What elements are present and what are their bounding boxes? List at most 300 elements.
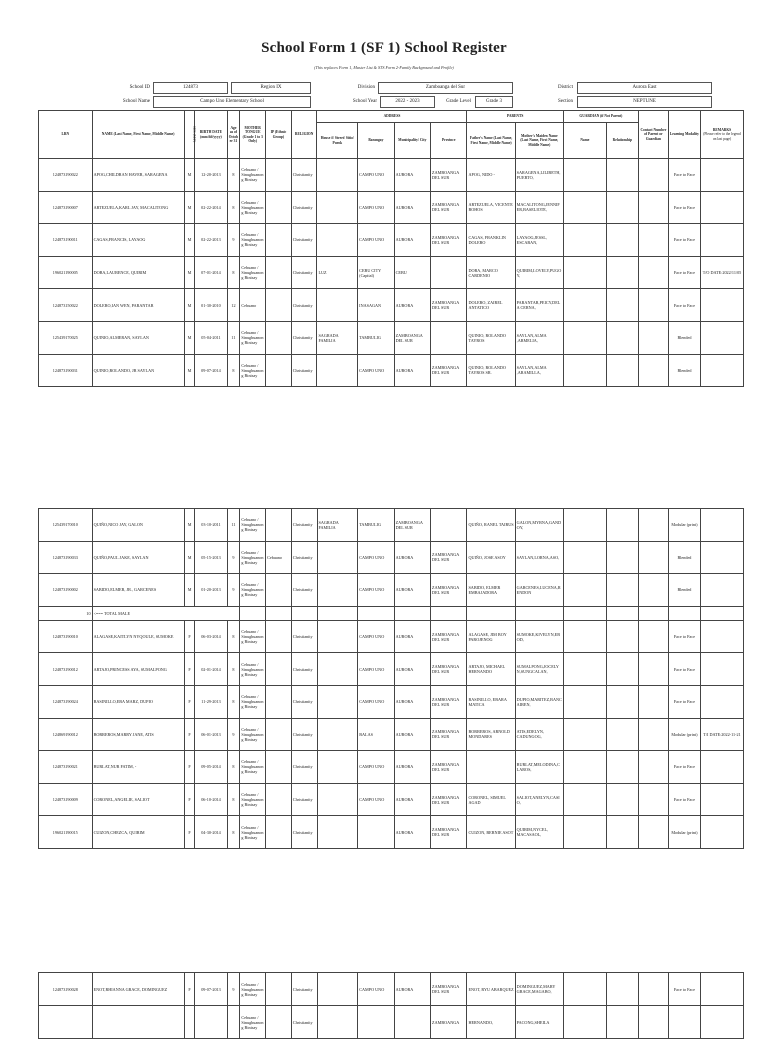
grade-level-value: Grade 3 xyxy=(475,96,513,108)
cell-sex: F xyxy=(184,751,195,784)
cell-learning-modality: Face to Face xyxy=(668,256,700,289)
table-row xyxy=(39,816,744,849)
cell-father-name: HERNANDO, xyxy=(467,1006,515,1039)
cell-religion: Christianity xyxy=(291,973,317,1006)
col-religion: RELIGION xyxy=(291,111,317,159)
cell-mother-name: QUIRIM,LOVELY,PUGOY, xyxy=(515,256,563,289)
cell-municipality: AURORA xyxy=(394,973,430,1006)
cell-learning-modality: Face to Face xyxy=(668,685,700,718)
cell-contact xyxy=(638,685,668,718)
cell-sex: M xyxy=(184,574,195,607)
empty-cell xyxy=(668,606,700,620)
cell-guardian-relationship xyxy=(606,541,638,574)
cell-learning-modality: Face to Face xyxy=(668,191,700,224)
col-barangay: Barangay xyxy=(358,123,394,159)
cell-house xyxy=(317,816,358,849)
empty-cell xyxy=(431,606,467,620)
cell-remarks xyxy=(701,751,744,784)
cell-father-name xyxy=(467,751,515,784)
cell-municipality: ZAMBOANGA DEL SUR xyxy=(394,509,430,542)
empty-cell xyxy=(291,606,317,620)
cell-ip xyxy=(266,783,292,816)
cell-contact xyxy=(638,1006,668,1039)
cell-municipality: AURORA xyxy=(394,751,430,784)
cell-religion: Christianity xyxy=(291,816,317,849)
cell-birth-date: 12-20-2013 xyxy=(195,159,227,192)
cell-learning-modality: Blended xyxy=(668,541,700,574)
cell-remarks xyxy=(701,321,744,354)
cell-mother-tongue: Cebuano / Sinugbuanong Binisay xyxy=(240,256,266,289)
cell-mother-tongue: Cebuano / Sinugbuanong Binisay xyxy=(240,509,266,542)
cell-age: 8 xyxy=(227,191,240,224)
cell-birth-date: 06-10-2014 xyxy=(195,783,227,816)
cell-learning-modality: Face to Face xyxy=(668,620,700,653)
cell-learning-modality: Modular (print) xyxy=(668,718,700,751)
cell-house xyxy=(317,751,358,784)
cell-learner-name xyxy=(92,1006,184,1039)
cell-barangay: TAMBULIG xyxy=(358,509,394,542)
cell-guardian-name xyxy=(563,718,606,751)
cell-guardian-relationship xyxy=(606,509,638,542)
cell-learning-modality: Face to Face xyxy=(668,289,700,322)
cell-house xyxy=(317,354,358,387)
col-guardian: GUARDIAN (if Not Parent) xyxy=(563,111,638,123)
cell-municipality: AURORA xyxy=(394,653,430,686)
cell-remarks xyxy=(701,973,744,1006)
cell-mother-name: MACALITONG,JENNIFER,BASELIOTE, xyxy=(515,191,563,224)
cell-sex: M xyxy=(184,159,195,192)
cell-mother-tongue: Cebuano / Sinugbuanong Binisay xyxy=(240,224,266,257)
cell-house xyxy=(317,191,358,224)
cell-guardian-relationship xyxy=(606,224,638,257)
cell-learning-modality: Modular (print) xyxy=(668,509,700,542)
cell-province: ZAMBOANGA DEL SUR xyxy=(431,541,467,574)
cell-ip xyxy=(266,224,292,257)
cell-father-name: QUIÑO, JOSE ASOY xyxy=(467,541,515,574)
cell-barangay: CAMPO UNO xyxy=(358,191,394,224)
cell-barangay xyxy=(358,816,394,849)
cell-learner-name: ALAGASE,KAITLYN NYQOULE, SUMOKE xyxy=(92,620,184,653)
cell-lrn: 124873190009 xyxy=(39,783,93,816)
cell-father-name: BORREROS, ARNOLD MONDARES xyxy=(467,718,515,751)
cell-age: 8 xyxy=(227,354,240,387)
cell-sex: F xyxy=(184,653,195,686)
cell-contact xyxy=(638,574,668,607)
cell-sex xyxy=(184,1006,195,1039)
cell-guardian-name xyxy=(563,751,606,784)
cell-contact xyxy=(638,653,668,686)
empty-cell xyxy=(467,606,515,620)
table-row xyxy=(39,289,744,322)
cell-ip xyxy=(266,973,292,1006)
cell-lrn: 125439170010 xyxy=(39,509,93,542)
cell-mother-name: DOMINGUEZ,MARY GRACE,MAGABO, xyxy=(515,973,563,1006)
cell-religion: Christianity xyxy=(291,1006,317,1039)
cell-lrn: 124873190002 xyxy=(39,574,93,607)
cell-age: 11 xyxy=(227,321,240,354)
cell-birth-date: 09-05-2014 xyxy=(195,751,227,784)
cell-age: 8 xyxy=(227,653,240,686)
cell-guardian-name xyxy=(563,1006,606,1039)
cell-mother-name: PARANTAR,PEICY,DELA CERNA, xyxy=(515,289,563,322)
cell-municipality: ZAMBOANGA DEL SUR xyxy=(394,321,430,354)
cell-lrn xyxy=(39,1006,93,1039)
cell-remarks xyxy=(701,159,744,192)
cell-mother-name: SAYLAN,ALMA ,ARMELIA, xyxy=(515,321,563,354)
cell-remarks xyxy=(701,620,744,653)
cell-father-name: BASINILLO, EBARA MATICA xyxy=(467,685,515,718)
cell-sex: F xyxy=(184,685,195,718)
cell-contact xyxy=(638,191,668,224)
cell-sex: F xyxy=(184,718,195,751)
cell-religion: Christianity xyxy=(291,574,317,607)
cell-house: SAGRADA FAMILIA xyxy=(317,321,358,354)
col-sex: SEX (M/F) xyxy=(184,111,195,159)
school-id-value: 124873 xyxy=(153,82,228,94)
cell-father-name: DOLERO, ZAIREL ANTATICO xyxy=(467,289,515,322)
cell-remarks xyxy=(701,541,744,574)
cell-barangay: CAMPO UNO xyxy=(358,354,394,387)
cell-barangay: CAMPO UNO xyxy=(358,653,394,686)
cell-guardian-relationship xyxy=(606,973,638,1006)
cell-municipality: AURORA xyxy=(394,354,430,387)
cell-ip xyxy=(266,653,292,686)
cell-contact xyxy=(638,321,668,354)
cell-religion: Christianity xyxy=(291,159,317,192)
cell-learning-modality: Face to Face xyxy=(668,224,700,257)
cell-religion: Christianity xyxy=(291,289,317,322)
cell-age: 8 xyxy=(227,620,240,653)
cell-father-name: CUIZON, BERNIE ASOT xyxy=(467,816,515,849)
cell-ip xyxy=(266,191,292,224)
cell-remarks xyxy=(701,1006,744,1039)
cell-remarks xyxy=(701,289,744,322)
cell-sex: M xyxy=(184,289,195,322)
cell-remarks xyxy=(701,191,744,224)
cell-municipality: AURORA xyxy=(394,816,430,849)
total-male-label: <=== TOTAL MALE xyxy=(92,606,240,620)
register-table-page2 xyxy=(38,508,744,849)
cell-birth-date: 07-01-2014 xyxy=(195,256,227,289)
cell-province: ZAMBOANGA DEL SUR xyxy=(431,574,467,607)
cell-house xyxy=(317,718,358,751)
cell-province xyxy=(431,321,467,354)
cell-province: ZAMBOANGA DEL SUR xyxy=(431,783,467,816)
cell-religion: Christianity xyxy=(291,783,317,816)
cell-remarks xyxy=(701,509,744,542)
cell-remarks xyxy=(701,783,744,816)
cell-province: ZAMBOANGA DEL SUR xyxy=(431,751,467,784)
cell-contact xyxy=(638,509,668,542)
cell-learner-name: CUIZON,CHEZCA, QUIRIM xyxy=(92,816,184,849)
cell-province: ZAMBOANGA xyxy=(431,1006,467,1039)
cell-guardian-name xyxy=(563,289,606,322)
cell-mother-tongue: Cebuano / Sinugbuanong Binisay xyxy=(240,816,266,849)
cell-learner-name: ARTEZUELA,KARL JAY, MACALITONG xyxy=(92,191,184,224)
cell-birth-date xyxy=(195,1006,227,1039)
cell-municipality: AURORA xyxy=(394,685,430,718)
cell-municipality: AURORA xyxy=(394,620,430,653)
cell-ip xyxy=(266,321,292,354)
cell-birth-date: 02-01-2014 xyxy=(195,653,227,686)
cell-learning-modality: Face to Face xyxy=(668,751,700,784)
empty-cell xyxy=(606,606,638,620)
cell-mother-tongue: Cebuano / Sinugbuanong Binisay xyxy=(240,191,266,224)
cell-municipality: AURORA xyxy=(394,783,430,816)
cell-mother-name: PACONG,SHEILA xyxy=(515,1006,563,1039)
table-row xyxy=(39,973,744,1006)
table-row xyxy=(39,321,744,354)
table-row xyxy=(39,509,744,542)
cell-municipality: AURORA xyxy=(394,159,430,192)
cell-mother-tongue: Cebuano / Sinugbuanong Binisay xyxy=(240,653,266,686)
cell-house xyxy=(317,159,358,192)
cell-guardian-name xyxy=(563,354,606,387)
cell-house xyxy=(317,685,358,718)
cell-contact xyxy=(638,289,668,322)
cell-learner-name: QUINIO,ROLANDO, JR SAYLAN xyxy=(92,354,184,387)
section-value: NEPTUNE xyxy=(577,96,712,108)
cell-barangay: CAMPO UNO xyxy=(358,541,394,574)
col-ip: IP (Ethnic Group) xyxy=(266,111,292,159)
cell-house xyxy=(317,224,358,257)
cell-mother-tongue: Cebuano / Sinugbuanong Binisay xyxy=(240,783,266,816)
cell-contact xyxy=(638,159,668,192)
cell-mother-tongue: Cebuano / Sinugbuanong Binisay xyxy=(240,685,266,718)
cell-guardian-name xyxy=(563,509,606,542)
cell-religion: Christianity xyxy=(291,191,317,224)
cell-lrn: 124873190010 xyxy=(39,620,93,653)
cell-birth-date: 05-04-2011 xyxy=(195,321,227,354)
empty-cell xyxy=(266,606,292,620)
cell-guardian-relationship xyxy=(606,256,638,289)
table-row xyxy=(39,653,744,686)
cell-mother-name: SUMALPONG,JOCELYN,SUNGCALAN, xyxy=(515,653,563,686)
cell-province: ZAMBOANGA DEL SUR xyxy=(431,224,467,257)
col-province: Province xyxy=(431,123,467,159)
cell-guardian-name xyxy=(563,816,606,849)
cell-ip xyxy=(266,574,292,607)
cell-mother-tongue: Cebuano / Sinugbuanong Binisay xyxy=(240,973,266,1006)
cell-ip xyxy=(266,509,292,542)
cell-mother-name: GALON,MYRNA,GANDOY, xyxy=(515,509,563,542)
cell-father-name: APOG, NIDO - xyxy=(467,159,515,192)
cell-ip xyxy=(266,1006,292,1039)
cell-mother-name: LAYAOG,JESSL, ESCABAN, xyxy=(515,224,563,257)
cell-learning-modality: Face to Face xyxy=(668,653,700,686)
cell-guardian-relationship xyxy=(606,159,638,192)
cell-ip xyxy=(266,685,292,718)
col-address: ADDRESS xyxy=(317,111,467,123)
cell-guardian-relationship xyxy=(606,1006,638,1039)
cell-house: LUZ xyxy=(317,256,358,289)
cell-mother-tongue: Cebuano / Sinugbuanong Binisay xyxy=(240,354,266,387)
cell-birth-date: 05-15-2013 xyxy=(195,541,227,574)
division-label: Division xyxy=(357,85,375,90)
cell-lrn: 124873190028 xyxy=(39,973,93,1006)
cell-father-name: ALAGASE, JIM BOY PAROJENOG xyxy=(467,620,515,653)
cell-guardian-relationship xyxy=(606,751,638,784)
table-row xyxy=(39,685,744,718)
cell-barangay: INASAGAN xyxy=(358,289,394,322)
cell-guardian-relationship xyxy=(606,321,638,354)
cell-lrn: 124873190033 xyxy=(39,541,93,574)
total-male-count: 10 xyxy=(39,606,93,620)
cell-guardian-relationship xyxy=(606,354,638,387)
cell-religion: Christianity xyxy=(291,541,317,574)
cell-remarks xyxy=(701,224,744,257)
table-row xyxy=(39,620,744,653)
cell-house xyxy=(317,541,358,574)
empty-cell xyxy=(563,606,606,620)
cell-father-name: SABIDO, ELMER EMBAJADORA xyxy=(467,574,515,607)
empty-cell xyxy=(515,606,563,620)
cell-birth-date: 09-07-2014 xyxy=(195,354,227,387)
cell-age: 8 xyxy=(227,685,240,718)
cell-mother-name: SAYLAN,LORNA,ASO, xyxy=(515,541,563,574)
table-row xyxy=(39,541,744,574)
cell-guardian-relationship xyxy=(606,685,638,718)
cell-sex: M xyxy=(184,509,195,542)
cell-ip xyxy=(266,159,292,192)
cell-contact xyxy=(638,620,668,653)
cell-mother-tongue: Cebuano / Sinugbuanong Binisay xyxy=(240,574,266,607)
cell-birth-date: 09-07-2013 xyxy=(195,973,227,1006)
school-year-label: School Year xyxy=(352,99,377,104)
cell-mother-name: SALIOT,ANELYN,CASIO, xyxy=(515,783,563,816)
cell-guardian-relationship xyxy=(606,816,638,849)
cell-birth-date: 04-30-2014 xyxy=(195,816,227,849)
cell-religion: Christianity xyxy=(291,354,317,387)
table-row xyxy=(39,256,744,289)
cell-province: ZAMBOANGA DEL SUR xyxy=(431,159,467,192)
cell-religion: Christianity xyxy=(291,509,317,542)
cell-house: SAGRADA FAMILIA xyxy=(317,509,358,542)
cell-barangay: CAMPO UNO xyxy=(358,574,394,607)
district-value: Aurora East xyxy=(577,82,712,94)
cell-barangay: CAMPO UNO xyxy=(358,973,394,1006)
cell-mother-tongue: Cebuano / Sinugbuanong Binisay xyxy=(240,620,266,653)
cell-age xyxy=(227,1006,240,1039)
cell-learner-name: ENOT,RHIANNA GRACE, DOMINGUEZ xyxy=(92,973,184,1006)
cell-guardian-name xyxy=(563,321,606,354)
cell-house xyxy=(317,620,358,653)
cell-municipality: CEBU xyxy=(394,256,430,289)
cell-province: ZAMBOANGA DEL SUR xyxy=(431,718,467,751)
cell-father-name: QUIÑO, RANEL TAIRUS xyxy=(467,509,515,542)
cell-birth-date: 06-03-2014 xyxy=(195,620,227,653)
cell-barangay: CAMPO UNO xyxy=(358,159,394,192)
col-guardian-relationship: Relationship xyxy=(606,123,638,159)
cell-sex: M xyxy=(184,541,195,574)
cell-remarks xyxy=(701,685,744,718)
cell-father-name: ARTAJO, MICHAEL HERNANDO xyxy=(467,653,515,686)
cell-remarks: T/O DATE:2022/11/05 xyxy=(701,256,744,289)
cell-guardian-name xyxy=(563,973,606,1006)
cell-birth-date: 02-22-2013 xyxy=(195,224,227,257)
cell-municipality: AURORA xyxy=(394,574,430,607)
cell-house xyxy=(317,783,358,816)
cell-learning-modality xyxy=(668,1006,700,1039)
cell-father-name: CAGAS, FRANKLIN DOLERO xyxy=(467,224,515,257)
cell-age: 11 xyxy=(227,509,240,542)
cell-ip xyxy=(266,751,292,784)
cell-mother-name: DUPIO,MARITEZ,BANCAIREN, xyxy=(515,685,563,718)
district-label: District xyxy=(558,85,573,90)
cell-barangay: CAMPO UNO xyxy=(358,224,394,257)
cell-guardian-name xyxy=(563,256,606,289)
cell-sex: M xyxy=(184,224,195,257)
empty-cell xyxy=(317,606,358,620)
cell-province: ZAMBOANGA DEL SUR xyxy=(431,685,467,718)
cell-municipality: AURORA xyxy=(394,541,430,574)
cell-religion: Christianity xyxy=(291,224,317,257)
cell-age: 9 xyxy=(227,574,240,607)
cell-barangay: CAMPO UNO xyxy=(358,685,394,718)
cell-guardian-name xyxy=(563,159,606,192)
cell-contact xyxy=(638,354,668,387)
division-value: Zamboanga del Sur xyxy=(378,82,513,94)
cell-barangay: CAMPO UNO xyxy=(358,783,394,816)
cell-guardian-relationship xyxy=(606,289,638,322)
cell-province xyxy=(431,509,467,542)
cell-lrn: 124873190024 xyxy=(39,685,93,718)
cell-house xyxy=(317,653,358,686)
cell-contact xyxy=(638,751,668,784)
cell-guardian-name xyxy=(563,541,606,574)
cell-mother-name: BURLAT,MELODINA,CLAROS, xyxy=(515,751,563,784)
cell-learner-name: BASINILLO,EBA MARZ, DUPIO xyxy=(92,685,184,718)
cell-province: ZAMBOANGA DEL SUR xyxy=(431,973,467,1006)
cell-province: ZAMBOANGA DEL SUR xyxy=(431,289,467,322)
region-value: Region IX xyxy=(231,82,311,94)
cell-mother-tongue: Cebuano xyxy=(240,289,266,322)
cell-father-name: ARTEZUELA, VICENTE BOHOS xyxy=(467,191,515,224)
cell-lrn: 196021190015 xyxy=(39,816,93,849)
cell-religion: Christianity xyxy=(291,685,317,718)
cell-sex: M xyxy=(184,256,195,289)
cell-lrn: 124873190022 xyxy=(39,159,93,192)
col-father: Father's Name (Last Name, First Name, Middle Name) xyxy=(467,123,515,159)
table-row xyxy=(39,751,744,784)
cell-house xyxy=(317,574,358,607)
cell-mother-name: SUMOKE,KIVELYN,EBOD, xyxy=(515,620,563,653)
cell-religion: Christianity xyxy=(291,653,317,686)
cell-house xyxy=(317,1006,358,1039)
cell-guardian-relationship xyxy=(606,653,638,686)
cell-learning-modality: Face to Face xyxy=(668,973,700,1006)
cell-learning-modality: Modular (print) xyxy=(668,816,700,849)
cell-lrn: 124873150022 xyxy=(39,289,93,322)
cell-age: 9 xyxy=(227,224,240,257)
cell-mother-name: GARCENES,LUCENA,RENDON xyxy=(515,574,563,607)
empty-cell xyxy=(638,606,668,620)
cell-contact xyxy=(638,816,668,849)
cell-lrn: 124873190007 xyxy=(39,191,93,224)
cell-guardian-name xyxy=(563,653,606,686)
cell-religion: Christianity xyxy=(291,256,317,289)
cell-age: 8 xyxy=(227,816,240,849)
cell-barangay: BALAS xyxy=(358,718,394,751)
cell-municipality xyxy=(394,1006,430,1039)
cell-mother-tongue: Cebuano / Sinugbuanong Binisay xyxy=(240,718,266,751)
cell-learning-modality: Face to Face xyxy=(668,159,700,192)
cell-province xyxy=(431,256,467,289)
cell-birth-date: 01-30-2010 xyxy=(195,289,227,322)
cell-ip xyxy=(266,718,292,751)
cell-birth-date: 03-10-2011 xyxy=(195,509,227,542)
col-guardian-name: Name xyxy=(563,123,606,159)
